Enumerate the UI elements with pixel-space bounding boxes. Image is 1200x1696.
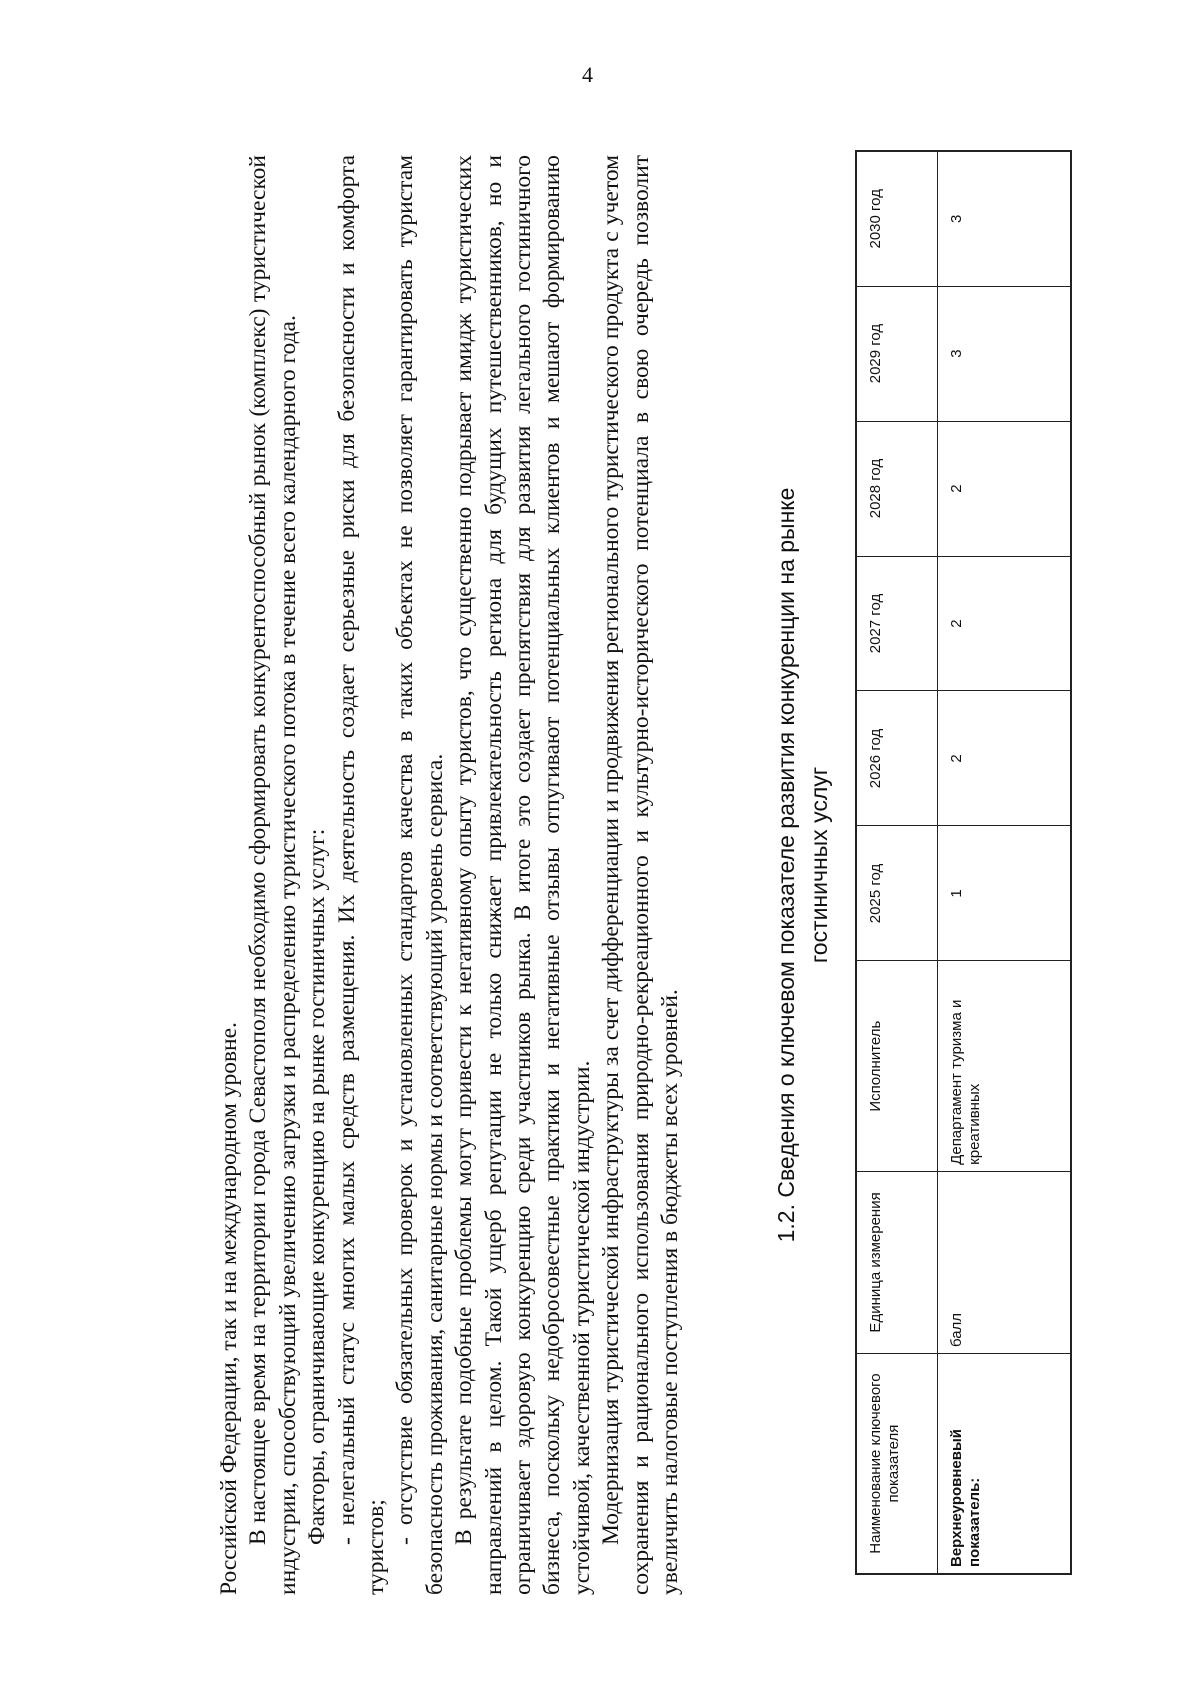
page-number: 4 xyxy=(582,62,593,87)
header-name: Наименование ключевого показателя xyxy=(856,1354,938,1574)
paragraph-3: Факторы, ограничивающие конкуренцию на рынке гостиничных услуг: xyxy=(304,828,331,1545)
table-header-row xyxy=(856,151,938,1574)
section-title-line-1: 1.2. Сведения о ключевом показателе развития конкуренции на рынке xyxy=(773,487,799,1243)
section-title-line-2: гостиничных услуг xyxy=(806,766,832,964)
header-2028: 2028 год xyxy=(856,421,938,556)
paragraph-5: - отсутствие обязательных проверок и установленных стандартов качества в таких объектах не позволяет гарантировать туристам безопасность проживания, санитарные нормы и соответствующий уровень сервиса. xyxy=(392,155,448,1595)
paragraph-7: Модернизация туристической инфраструктуры за счет дифференциации и продвижения регионального туристического продукта с учетом сохранения и рационального использования природно-рекреационного и культурно-исторического потенциала в свою очередь позволит увеличить налоговые поступления в бюджеты всех уровней. xyxy=(598,155,684,1595)
cell-unit: балл xyxy=(938,1171,1072,1353)
header-2029: 2029 год xyxy=(856,286,938,421)
header-2026: 2026 год xyxy=(856,691,938,826)
cell-2026: 2 xyxy=(938,691,1072,826)
header-unit: Единица измерения xyxy=(856,1171,938,1353)
header-2025: 2025 год xyxy=(856,826,938,961)
kpi-table xyxy=(855,150,1072,1575)
cell-name: Верхнеуровневый показатель: xyxy=(938,1354,1072,1574)
rotated-page-content xyxy=(215,135,1090,1595)
header-executor: Исполнитель xyxy=(856,961,938,1171)
cell-2028: 2 xyxy=(938,421,1072,556)
paragraph-2: В настоящее время на территории города Севастополя необходимо сформировать конкурентоспособный рынок (комплекс) туристической индустрии, способствующий увеличению загрузки и распределению туристического потока в течение всего календарного года. xyxy=(245,155,301,1595)
cell-2025: 1 xyxy=(938,826,1072,961)
paragraph-1: Российской Федерации, так и на международном уровне. xyxy=(216,1022,242,1595)
cell-2030: 3 xyxy=(938,151,1072,286)
header-2030: 2030 год xyxy=(856,151,938,286)
cell-2027: 2 xyxy=(938,556,1072,691)
body-text xyxy=(215,155,686,1595)
section-title xyxy=(770,135,836,1595)
header-2027: 2027 год xyxy=(856,556,938,691)
cell-executor: Департамент туризма и креативных xyxy=(938,961,1072,1171)
cell-2029: 3 xyxy=(938,286,1072,421)
table-row xyxy=(938,151,1072,1574)
paragraph-4: - нелегальный статус многих малых средств размещения. Их деятельность создает серьезные риски для безопасности и комфорта туристов; xyxy=(333,155,390,1595)
paragraph-6: В результате подобные проблемы могут привести к негативному опыту туристов, что существенно подрывает имидж туристических направлений в целом. Такой ущерб репутации не только снижает привлекательность региона для будущих путешественников, но и ограничивает здоровую конкуренцию среди участников рынка. В итоге это создает препятствия для развития легального гостиничного бизнеса, поскольку недобросовестные практики и негативные отзывы отпугивают потенциальных клиентов и мешают формированию устойчивой, качественной туристической индустрии. xyxy=(451,155,595,1595)
